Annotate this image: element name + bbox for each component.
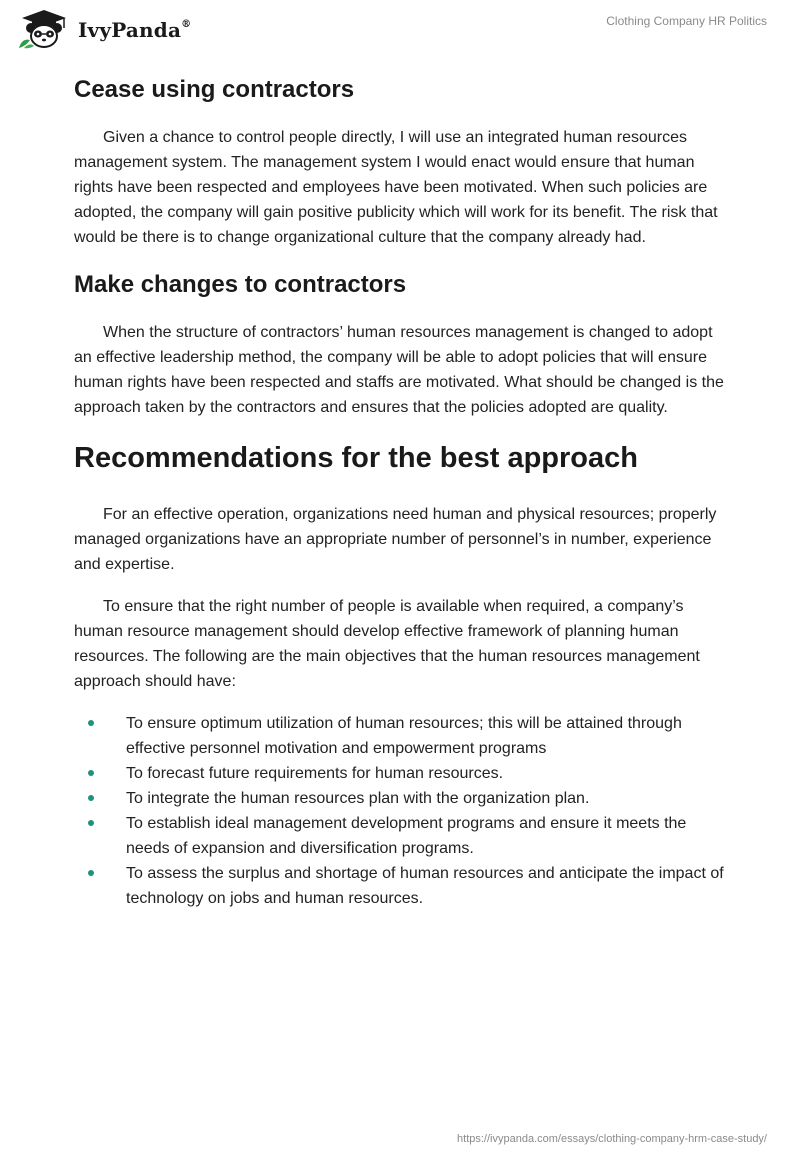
section-heading-cease: Cease using contractors	[74, 76, 355, 103]
panda-graduation-icon	[16, 8, 72, 50]
document-title: Clothing Company HR Politics	[606, 14, 767, 28]
bullet-icon	[88, 720, 94, 726]
article-body	[74, 70, 734, 911]
list-item: To establish ideal management development programs and ensure it meets the needs of expansion and diversification programs.	[74, 811, 734, 861]
bullet-icon	[88, 870, 94, 876]
page-header	[0, 0, 800, 70]
bullet-icon	[88, 795, 94, 801]
source-url[interactable]: https://ivypanda.com/essays/clothing-company-hrm-case-study/	[457, 1133, 767, 1145]
section-paragraph-cease: Given a chance to control people directly, I will use an integrated human resources management system. The management system I would enact would ensure that human rights have been respected and employees have been motivated. When such policies are adopted, the company will gain positive publicity which will work for its benefit. The risk that would be there is to change organizational culture that the company already had.	[74, 129, 718, 246]
brand-name: IvyPanda®	[78, 18, 192, 42]
section-heading-changes: Make changes to contractors	[74, 271, 407, 298]
list-item: To assess the surplus and shortage of human resources and anticipate the impact of technology on jobs and human resources.	[74, 861, 734, 911]
bullet-icon	[88, 770, 94, 776]
recommendations-paragraph-1: For an effective operation, organizations need human and physical resources; properly managed organizations have an appropriate number of personnel’s in number, experience and expertise.	[74, 506, 717, 573]
bullet-icon	[88, 820, 94, 826]
section-paragraph-changes: When the structure of contractors’ human resources management is changed to adopt an effective leadership method, the company will be able to adopt policies that will ensure human rights have been respected and staffs are motivated. What should be changed is the approach taken by the contractors and ensures that the policies adopted are quality.	[74, 324, 724, 416]
recommendations-heading: Recommendations for the best approach	[74, 442, 638, 474]
ivypanda-logo[interactable]	[16, 8, 191, 50]
list-item: To integrate the human resources plan with the organization plan.	[74, 786, 734, 811]
list-item: To ensure optimum utilization of human resources; this will be attained through effective personnel motivation and empowerment programs	[74, 711, 734, 761]
objectives-list	[74, 711, 734, 911]
list-item: To forecast future requirements for human resources.	[74, 761, 734, 786]
recommendations-paragraph-2: To ensure that the right number of people is available when required, a company’s human resource management should develop effective framework of planning human resources. The following are the main objectives that the human resources management approach should have:	[74, 598, 700, 690]
